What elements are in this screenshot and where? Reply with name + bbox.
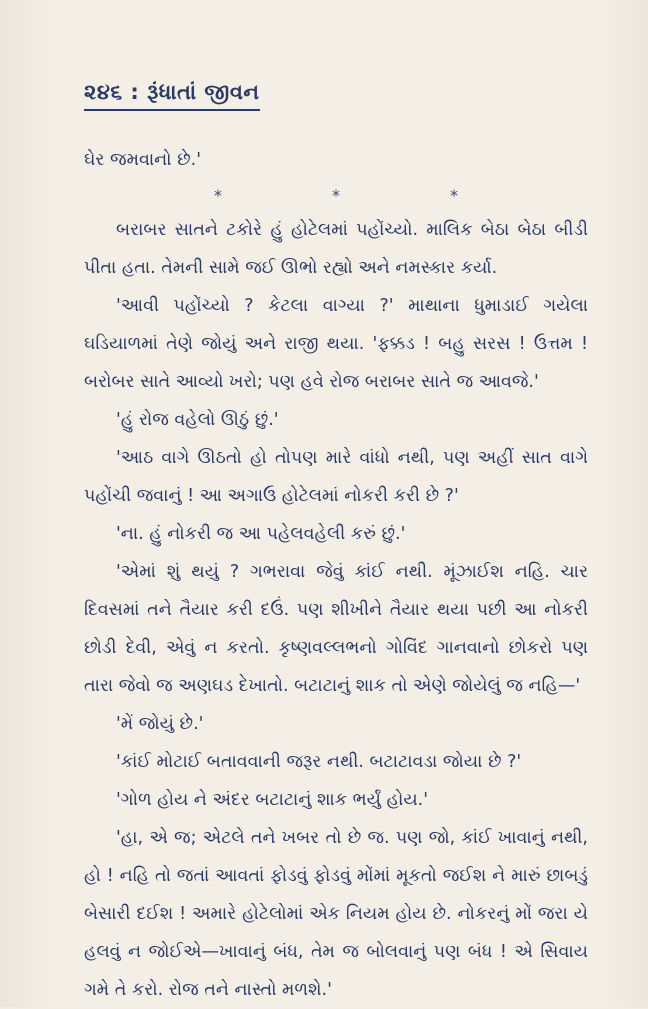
paragraph-8: 'મેં જોયું છે.' xyxy=(116,714,204,734)
paragraph-2: બરાબર સાતને ટકોરે હું હોટેલમાં પહોંચ્યો. માલિક બેઠા બેઠા બીડી પીતા હતા. તેમની સામે જઈ ઊભો રહ્યો અને નમસ્કાર કર્યા. xyxy=(84,220,588,278)
paragraph-11: 'હા, એ જ; એટલે તને ખબર તો છે જ. પણ જો, કાંઈ ખાવાનું નથી, હો ! નહિ તો જતાં આવતાં ફોડવું ફોડવું મોંમાં મૂકતો જઈશ ને મારું છાબડું બેસારી દઈશ ! અમારે હોટેલોમાં એક નિયમ હોય છે. નોકરનું મોં જરા યે હલવું ન જોઈએ—ખાવાનું બંધ, તેમ જ બોલવાનું પણ બંધ ! એ સિવાય ગમે તે કરો. રોજ તને નાસ્તો મળશે.' xyxy=(84,828,588,1000)
paragraph-10: 'ગોળ હોય ને અંદર બટાટાનું શાક ભર્યું હોય.' xyxy=(116,790,429,810)
paragraph-7: 'એમાં શું થયું ? ગભરાવા જેવું કાંઈ નથી. મૂંઝાઈશ નહિ. ચાર દિવસમાં તને તૈયાર કરી દઉં. પણ શીખીને તૈયાર થયા પછી આ નોકરી છોડી દેવી, એવું ન કરતો. કૃષ્ણવલ્લભનો ગોવિંદ ગાનવાનો છોકરો પણ તારા જેવો જ અણઘડ દેખાતો. બટાટાનું શાક તો એણે જોયેલું જ નહિ—' xyxy=(84,562,588,696)
paragraph-9: 'કાંઈ મોટાઈ બતાવવાની જરૂર નથી. બટાટાવડા જોયા છે ?' xyxy=(116,752,522,772)
paragraph-6: 'ના. હું નોકરી જ આ પહેલવહેલી કરું છું.' xyxy=(116,524,406,544)
paragraph-1: ઘેર જમવાનો છે.' xyxy=(84,150,202,170)
paragraph-5: 'આઠ વાગે ઊઠતો હો તોપણ મારે વાંધો નથી, પણ અહીં સાત વાગે પહોંચી જવાનું ! આ અગાઉ હોટેલમાં નોકરી કરી છે ?' xyxy=(84,448,588,506)
separator-star-1: * xyxy=(214,186,222,205)
paragraph-4: 'હું રોજ વહેલો ઊઠું છું.' xyxy=(116,410,279,430)
paragraph-3: 'આવી પહોંચ્યો ? કેટલા વાગ્યા ?' માથાના ધુમાડાઈ ગયેલા ઘડિયાળમાં તેણે જોયું અને રાજી થયા. 'ફક્કડ ! બહુ સરસ ! ઉત્તમ ! બરોબર સાતે આવ્યો ખરો; પણ હવે રોજ બરાબર સાતે જ આવજે.' xyxy=(84,296,588,392)
running-header: ૨૪૬ : રૂંધાતાં જીવન xyxy=(84,80,260,111)
separator-star-2: * xyxy=(332,186,340,205)
separator-star-3: * xyxy=(450,186,458,205)
section-separator xyxy=(84,181,588,211)
